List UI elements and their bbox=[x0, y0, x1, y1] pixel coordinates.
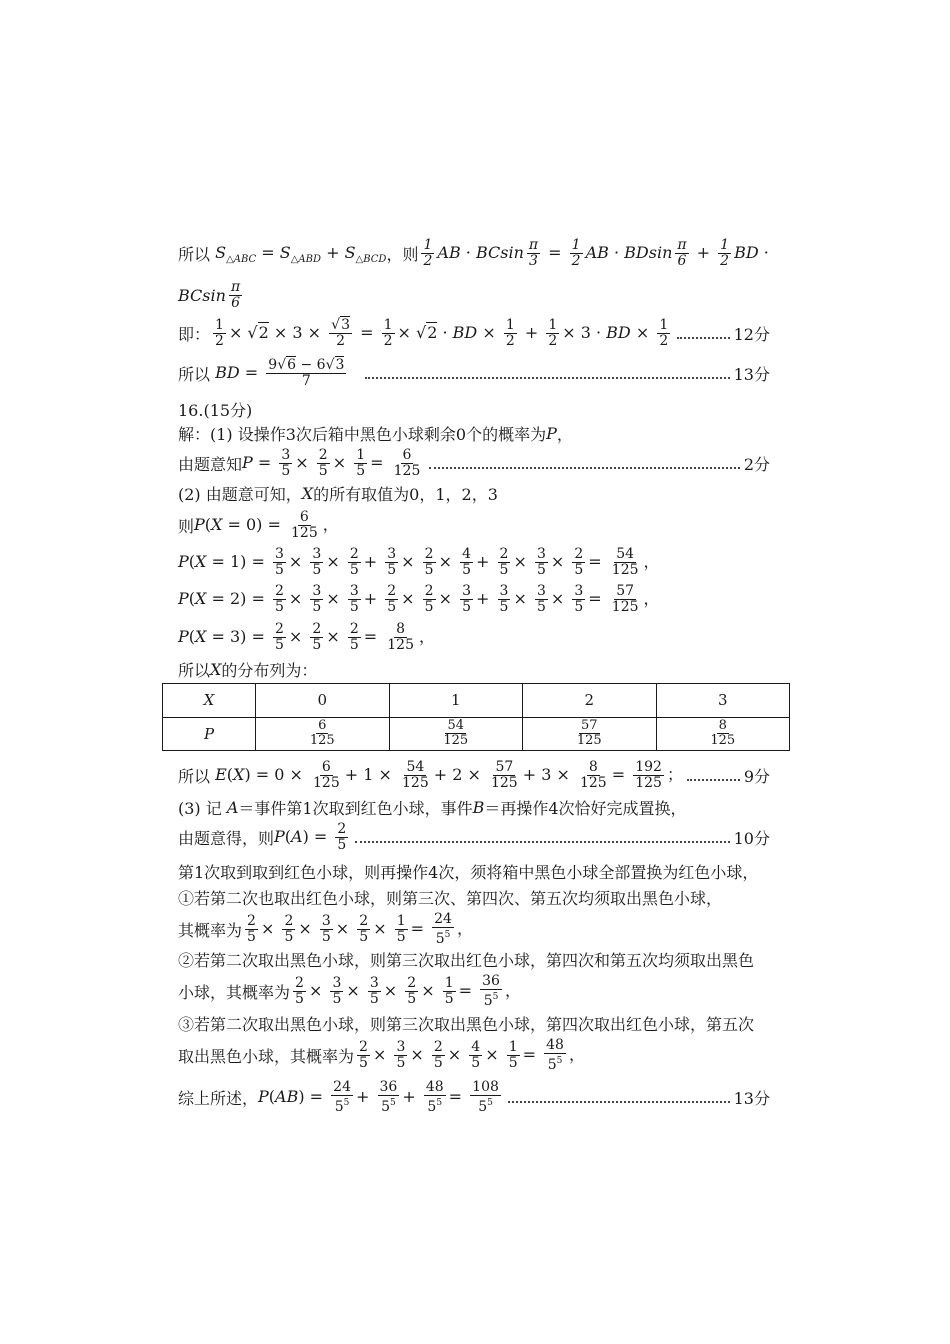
math-px3: P(X = 3) = $\frac{2}{5}$ × $\frac{2}{5}$ × $\frac{2}{5}$ = $\frac{8}{125}$ ， bbox=[178, 621, 435, 653]
case-1-prob-line bbox=[178, 912, 770, 947]
score-2: 2分 bbox=[743, 455, 770, 474]
table-cell: $\frac{54}{125}$ bbox=[389, 717, 523, 751]
expectation-line bbox=[178, 760, 770, 791]
table-cell: 0 bbox=[256, 684, 390, 718]
text-case2a: ②若第二次取出黑色小球，则第三次取出红色小球，第四次和第五次均须取出黑色 bbox=[178, 951, 755, 970]
text-summary: 综上所述， bbox=[178, 1089, 259, 1108]
text-so-bd: 所以 bbox=[178, 365, 211, 384]
table-cell: $\frac{57}{125}$ bbox=[523, 717, 657, 751]
distribution-table bbox=[162, 683, 790, 751]
text-ze: 则 bbox=[178, 517, 195, 536]
leader-dots bbox=[365, 377, 729, 379]
math-ji-equation: $\frac{1}{2}$ × √2 × 3 × $\frac{√3}{2}$ = $\frac{1}{2}$ × √2 · BD × $\frac{1}{2}$ + $\frac{1}{2}$ × 3 · BD × $\frac{1}{2}$ bbox=[215, 317, 669, 349]
text-part3b: ＝事件第1次取到红色小球，事件 bbox=[238, 799, 473, 818]
math-a: A bbox=[221, 798, 239, 817]
leader-dots bbox=[429, 467, 739, 469]
solution-line-1 bbox=[178, 422, 770, 445]
math-bc-sin: BCsin bbox=[178, 286, 226, 305]
math-px0: P(X = 0) = $\frac{6}{125}$ ， bbox=[194, 509, 339, 541]
text-q16: 16.(15分) bbox=[178, 401, 253, 420]
text-so-ex: 所以 bbox=[178, 767, 211, 786]
pa-line bbox=[178, 822, 770, 853]
frac-pi-6: $\frac{\pi}{6}$ bbox=[230, 279, 241, 311]
bc-sin-line bbox=[178, 280, 770, 311]
text-so-dist: 所以 bbox=[178, 661, 211, 680]
bd-result-line bbox=[178, 358, 770, 389]
table-row bbox=[163, 717, 790, 751]
text-part2: (2) 由题意可知， bbox=[178, 485, 302, 504]
table-cell: $\frac{8}{125}$ bbox=[656, 717, 790, 751]
text-case1-prob: 其概率为 bbox=[178, 921, 243, 940]
text-youtide: 由题意得，则 bbox=[178, 829, 275, 848]
text-jie: 解：(1) 设操作3次后箱中黑色小球剩余0个的概率为 bbox=[178, 425, 547, 444]
case-1-line bbox=[178, 886, 770, 909]
text-first-red: 第1次取到取到红色小球，则再操作4次，须将箱中黑色小球全部置换为红色小球， bbox=[178, 863, 759, 882]
dist-intro-line bbox=[178, 658, 770, 681]
text-case2b: 小球，其概率为 bbox=[178, 983, 291, 1002]
px3-line bbox=[178, 622, 770, 653]
text-youti: 由题意知 bbox=[178, 455, 243, 474]
text-part3c: ＝再操作4次恰好完成置换， bbox=[484, 799, 687, 818]
px1-line bbox=[178, 547, 770, 578]
math-area-sum: $S_{\triangle ABC} = S_{\triangle ABD} + S_{\triangle BCD}$ bbox=[210, 242, 387, 265]
ji-line bbox=[178, 318, 770, 349]
text-ji: 即： bbox=[178, 325, 211, 344]
score-10: 10分 bbox=[733, 829, 770, 848]
case-3-prob-line bbox=[178, 1038, 770, 1073]
first-red-line bbox=[178, 860, 770, 883]
px0-line bbox=[178, 510, 770, 541]
math-px1: P(X = 1) = $\frac{3}{5}$ × $\frac{3}{5}$ × $\frac{2}{5}$ + $\frac{3}{5}$ × $\frac{2}{5}$ × $\frac{4}{5}$ + $\frac{2}{5}$ × $\frac{3}{5}$ × $\frac{2}{5}$ = $\frac{54}{125}$ ， bbox=[178, 546, 660, 578]
math-area-expansion: $\frac{1}{2}$ AB · BCsin $\frac{\pi}{3}$ = $\frac{1}{2}$ AB · BDsin $\frac{\pi}{6}$ + $\frac{1}{2}$ BD · bbox=[423, 237, 769, 269]
math-px2: P(X = 2) = $\frac{2}{5}$ × $\frac{3}{5}$ × $\frac{3}{5}$ + $\frac{2}{5}$ × $\frac{2}{5}$ × $\frac{3}{5}$ + $\frac{3}{5}$ × $\frac{3}{5}$ × $\frac{3}{5}$ = $\frac{57}{125}$ ， bbox=[178, 583, 660, 615]
text-case3a: ③若第二次取出黑色小球，则第三次取出黑色小球，第四次取出红色小球，第五次 bbox=[178, 1015, 755, 1034]
score-9: 9分 bbox=[743, 767, 770, 786]
table-header-p: P bbox=[163, 717, 256, 751]
math-case1: $\frac{2}{5}$ × $\frac{2}{5}$ × $\frac{3}{5}$ × $\frac{2}{5}$ × $\frac{1}{5}$ = $\frac{24}{5^5}$ ， bbox=[247, 911, 473, 947]
text-case3b: 取出黑色小球，其概率为 bbox=[178, 1047, 355, 1066]
text-dist-intro: 的分布列为： bbox=[221, 661, 318, 680]
table-cell: $\frac{6}{125}$ bbox=[256, 717, 390, 751]
score-13-final: 13分 bbox=[733, 1089, 770, 1108]
score-13: 13分 bbox=[733, 365, 770, 384]
case-3-line bbox=[178, 1012, 770, 1035]
text-case1: ①若第二次也取出红色小球，则第三次、第四次、第五次均须取出黑色小球， bbox=[178, 889, 723, 908]
text-so: 所以 bbox=[178, 245, 211, 264]
leader-dots bbox=[355, 841, 729, 843]
score-12: 12分 bbox=[733, 325, 770, 344]
leader-dots bbox=[677, 337, 729, 339]
table-header-x: X bbox=[163, 684, 256, 718]
math-p: P bbox=[546, 424, 557, 443]
table-row bbox=[163, 684, 790, 718]
math-pa: P(A) = $\frac{2}{5}$ bbox=[274, 821, 347, 853]
part-3-line bbox=[178, 796, 770, 819]
text-comma: ， bbox=[556, 425, 573, 444]
math-p-value: P = $\frac{3}{5}$ × $\frac{2}{5}$ × $\frac{1}{5}$ = $\frac{6}{125}$ bbox=[242, 447, 421, 479]
leader-dots bbox=[508, 1101, 730, 1103]
math-pab: P(AB) = $\frac{24}{5^5}$ + $\frac{36}{5^5}$ + $\frac{48}{5^5}$ = $\frac{108}{5^5}$ bbox=[258, 1079, 499, 1115]
table-cell: 1 bbox=[389, 684, 523, 718]
part-2-line bbox=[178, 482, 770, 505]
math-b: B bbox=[472, 798, 485, 817]
question-16-title bbox=[178, 398, 770, 421]
px2-line bbox=[178, 584, 770, 615]
math-case3: $\frac{2}{5}$ × $\frac{3}{5}$ × $\frac{2}{5}$ × $\frac{4}{5}$ × $\frac{1}{5}$ = $\frac{48}{5^5}$ ， bbox=[359, 1037, 585, 1073]
math-x: X bbox=[301, 484, 314, 503]
case-2-line bbox=[178, 948, 770, 971]
area-equation-line bbox=[178, 238, 770, 269]
leader-dots bbox=[687, 779, 740, 781]
math-x: X bbox=[210, 660, 222, 679]
case-2-prob-line bbox=[178, 974, 770, 1009]
math-bd-value: BD = $\frac{9√6 - 6√3}{7}$ bbox=[215, 357, 345, 389]
p-value-line bbox=[178, 448, 770, 479]
summary-line bbox=[178, 1080, 770, 1115]
math-case2: $\frac{2}{5}$ × $\frac{3}{5}$ × $\frac{3}{5}$ × $\frac{2}{5}$ × $\frac{1}{5}$ = $\frac{36}{5^5}$ ， bbox=[295, 973, 521, 1009]
text-part3: (3) 记 bbox=[178, 799, 222, 818]
table-cell: 3 bbox=[656, 684, 790, 718]
table-cell: 2 bbox=[523, 684, 657, 718]
text-then: ，则 bbox=[386, 245, 419, 264]
text-part2b: 的所有取值为0，1，2，3 bbox=[313, 485, 498, 504]
math-expectation: E(X) = 0 × $\frac{6}{125}$ + 1 × $\frac{54}{125}$ + 2 × $\frac{57}{125}$ + 3 × $\frac{8}{125}$ = $\frac{192}{125}$ ； bbox=[215, 759, 683, 791]
